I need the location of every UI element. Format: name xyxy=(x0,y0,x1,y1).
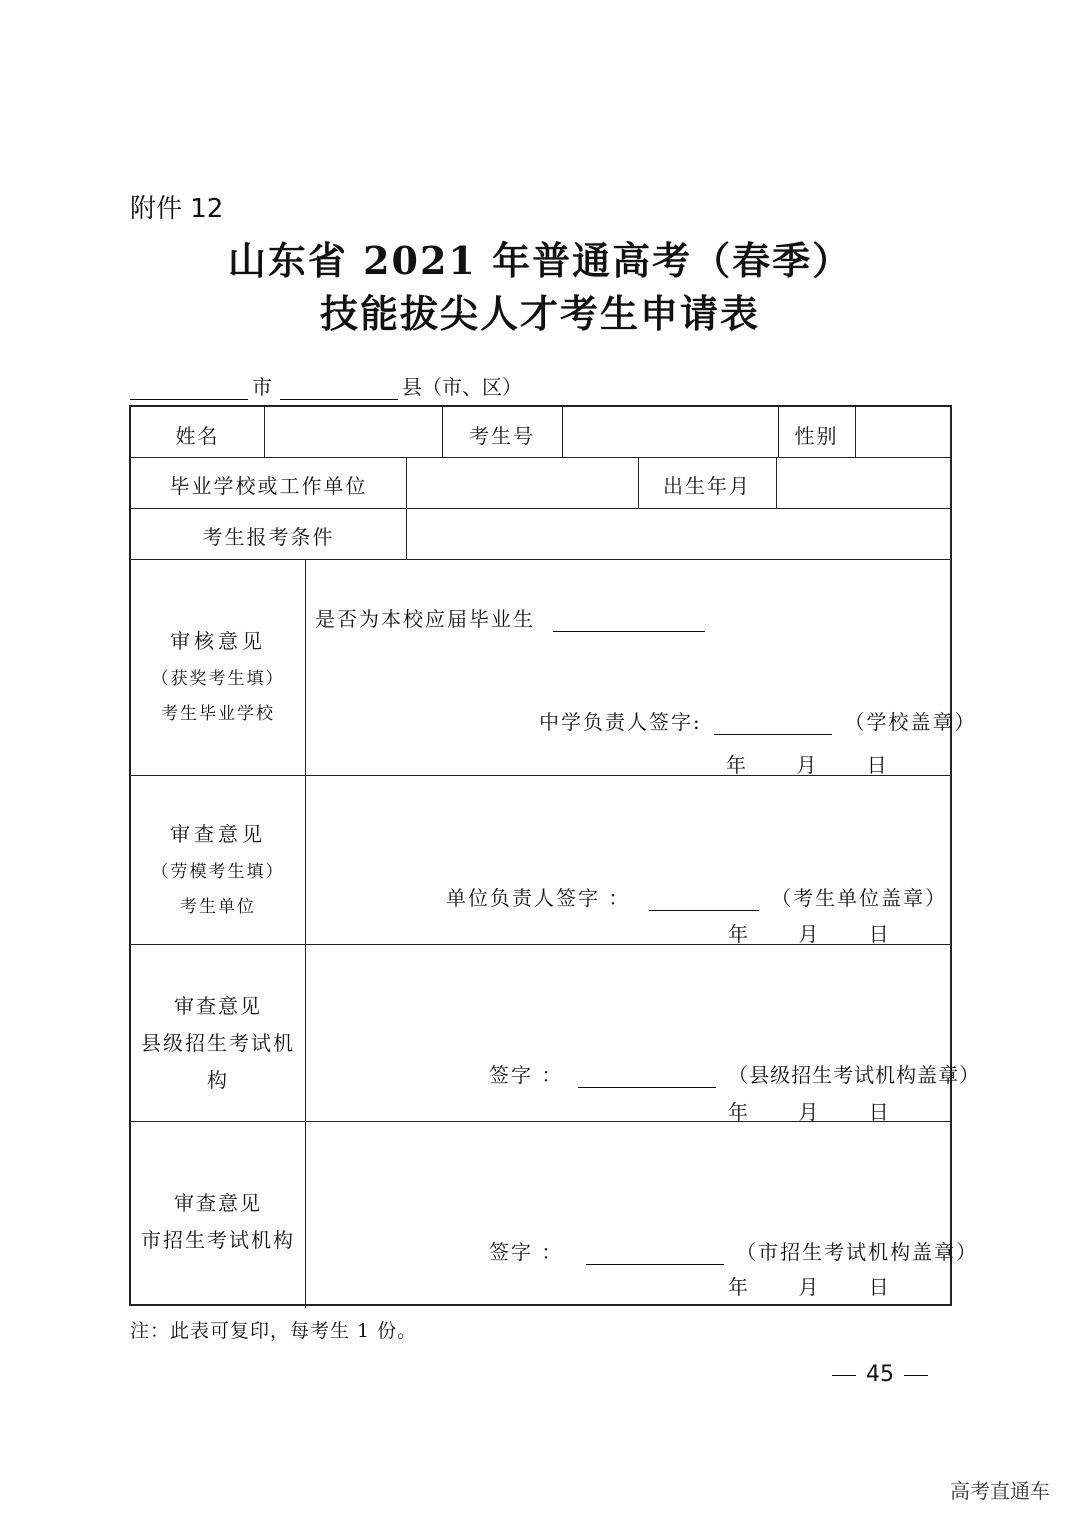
section4-date xyxy=(728,1271,889,1300)
birth-field[interactable] xyxy=(777,458,950,507)
name-field[interactable] xyxy=(265,408,441,456)
section1-date xyxy=(726,749,887,778)
watermark-text: 高考直通车 xyxy=(950,1479,1050,1503)
footnote: 注：此表可复印，每考生 1 份。 xyxy=(130,1320,418,1342)
county-blank[interactable] xyxy=(280,377,398,400)
school-label: 毕业学校或工作单位 xyxy=(169,474,368,498)
form-title-line2: 技能拔尖人才考生申请表 xyxy=(319,291,760,336)
section3-who-line1: 县级招生考试机 xyxy=(141,1031,295,1055)
school-field[interactable] xyxy=(407,458,637,507)
date-month: 月 xyxy=(798,1275,819,1299)
birth-label: 出生年月 xyxy=(663,474,751,498)
section1-sign-blank[interactable] xyxy=(714,712,832,735)
section2-label xyxy=(131,818,305,917)
section2-sign-label: 单位负责人签字 ： xyxy=(446,886,631,910)
section3-signature xyxy=(489,1059,980,1088)
condition-field[interactable] xyxy=(407,509,950,558)
region-line xyxy=(130,372,526,400)
section4-sign-blank[interactable] xyxy=(586,1242,724,1265)
page-number-value: 45 xyxy=(866,1362,894,1387)
section3-sign-blank[interactable] xyxy=(578,1065,716,1088)
date-month: 月 xyxy=(796,753,817,777)
section3-title: 审查意见 xyxy=(174,994,262,1018)
page-number xyxy=(822,1362,938,1387)
condition-label: 考生报考条件 xyxy=(202,525,335,549)
section3-seal: （县级招生考试机构盖章） xyxy=(728,1063,981,1087)
section4-signature xyxy=(489,1236,978,1265)
col-divider xyxy=(305,559,306,1308)
form-title-line1: 山东省 2021 年普通高考（春季） xyxy=(227,238,853,283)
section1-sign-label: 中学负责人签字: xyxy=(539,710,702,734)
date-year: 年 xyxy=(728,1275,748,1299)
date-month: 月 xyxy=(798,1100,819,1124)
section3-label xyxy=(131,990,305,1093)
date-year: 年 xyxy=(728,922,748,946)
date-day: 日 xyxy=(866,753,887,777)
section2-date xyxy=(728,918,889,947)
section2-sign-blank[interactable] xyxy=(649,888,759,911)
gender-field[interactable] xyxy=(856,408,950,456)
page-dash-left xyxy=(832,1375,856,1376)
graduate-question xyxy=(315,603,709,632)
section1-note: （获奖考生填） xyxy=(151,669,285,689)
graduate-question-text: 是否为本校应届毕业生 xyxy=(315,607,535,631)
date-month: 月 xyxy=(798,922,819,946)
page-dash-right xyxy=(904,1375,928,1376)
date-day: 日 xyxy=(868,922,889,946)
section4-seal: （市招生考试机构盖章） xyxy=(736,1240,979,1264)
section1-seal: （学校盖章） xyxy=(844,710,977,734)
date-day: 日 xyxy=(868,1100,889,1124)
row-divider xyxy=(131,559,950,560)
graduate-answer-blank[interactable] xyxy=(553,609,705,632)
section3-who-line2: 构 xyxy=(207,1068,229,1092)
city-suffix: 市 xyxy=(252,375,272,399)
attachment-label: 附件 12 xyxy=(130,194,224,224)
section2-note: （劳模考生填） xyxy=(151,862,285,882)
section2-title: 审查意见 xyxy=(170,822,266,846)
section1-signature xyxy=(539,706,976,735)
section2-who: 考生单位 xyxy=(180,897,256,917)
section4-title: 审查意见 xyxy=(174,1191,262,1215)
gender-label: 性别 xyxy=(794,424,839,448)
exam-number-field[interactable] xyxy=(563,408,777,456)
date-year: 年 xyxy=(728,1100,748,1124)
section1-label xyxy=(131,625,305,724)
section4-who: 市招生考试机构 xyxy=(141,1228,295,1252)
section2-signature xyxy=(446,882,947,911)
section4-sign-label: 签字 ： xyxy=(489,1240,564,1264)
section4-label xyxy=(131,1187,305,1253)
name-label: 姓名 xyxy=(175,424,220,448)
date-year: 年 xyxy=(726,753,746,777)
section3-sign-label: 签字 ： xyxy=(489,1063,564,1087)
section1-who: 考生毕业学校 xyxy=(161,704,275,724)
section1-title: 审核意见 xyxy=(170,629,266,653)
city-blank[interactable] xyxy=(130,377,248,400)
exam-number-label: 考生号 xyxy=(469,424,535,448)
county-suffix: 县（市、区） xyxy=(402,375,522,399)
application-form-table xyxy=(129,405,981,1306)
section3-date xyxy=(728,1096,889,1125)
date-day: 日 xyxy=(868,1275,889,1299)
section2-seal: （考生单位盖章） xyxy=(771,886,948,910)
